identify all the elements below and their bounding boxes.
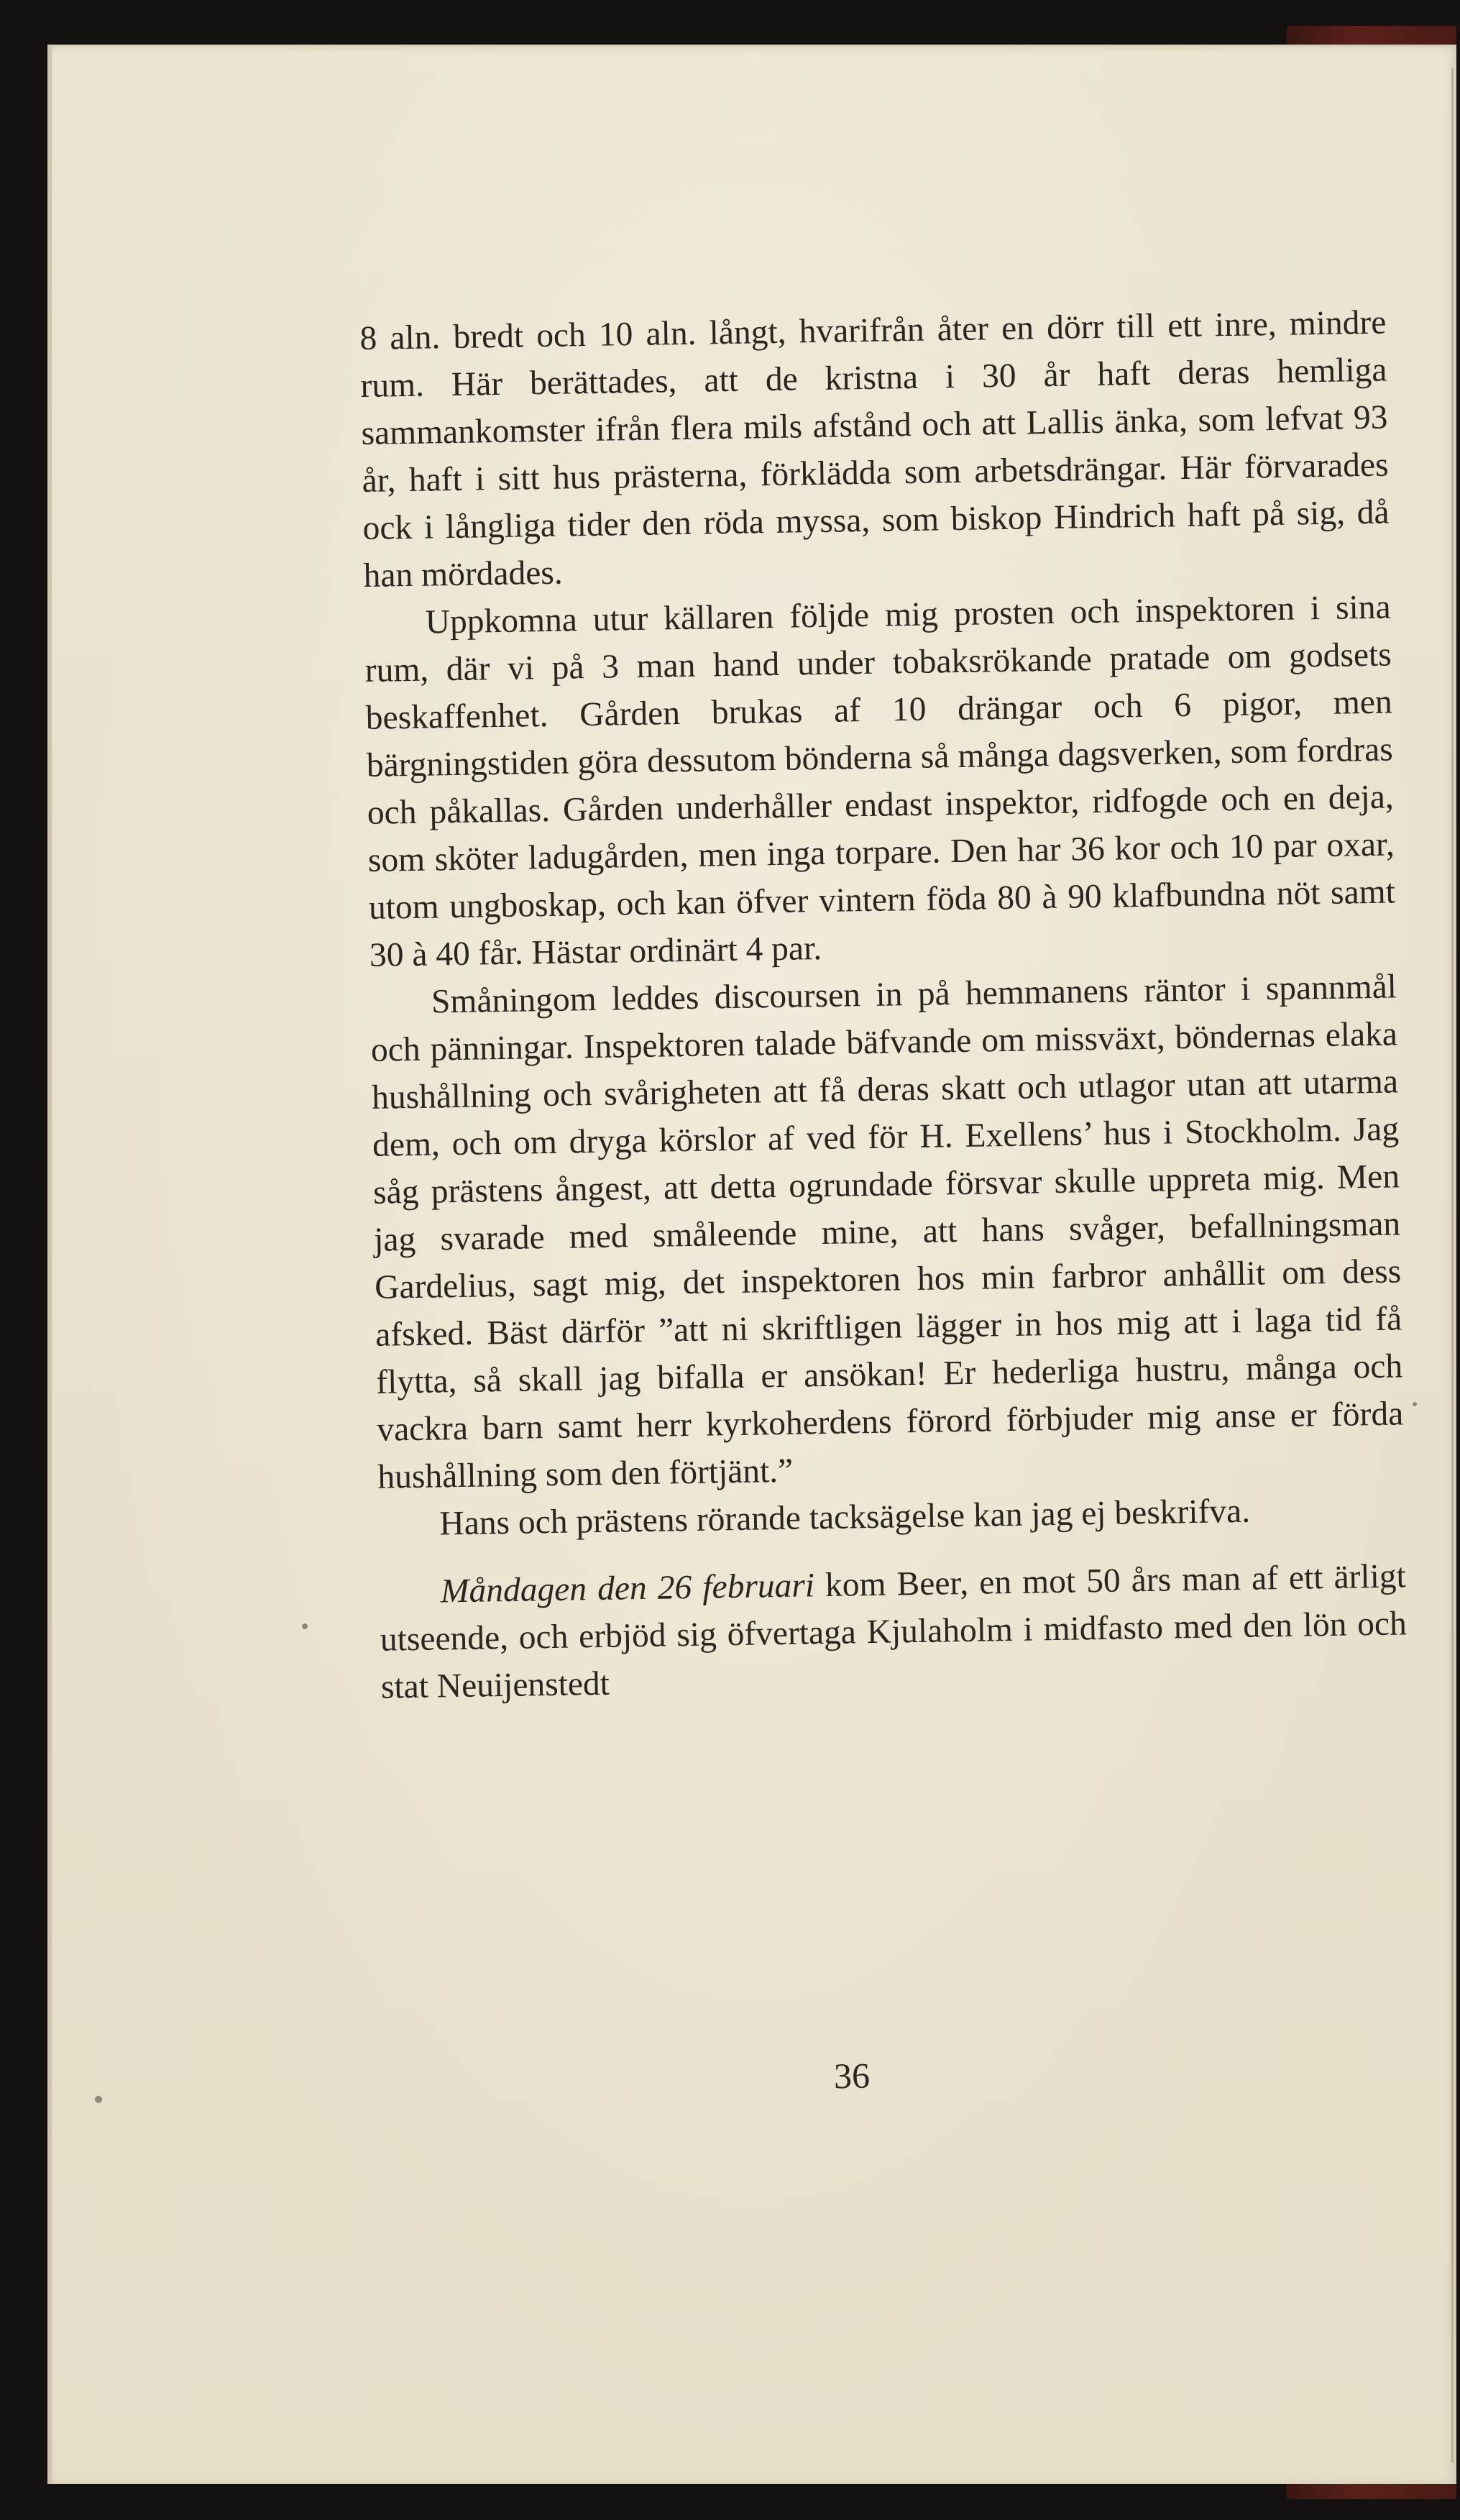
paper-speck [95, 2096, 102, 2103]
paragraph-4: Hans och prästens rörande tacksägelse kan jag ej beskrifva. [439, 1492, 1251, 1543]
page-number: 36 [833, 2055, 871, 2097]
paper-speck [1413, 1402, 1417, 1406]
paragraph-5 [379, 1552, 1408, 1710]
body-text [359, 299, 1408, 1711]
paragraph-2: Uppkomna utur källaren följde mig prosten och inspektoren i sina rum, där vi på 3 man hand under tobaksrökande pratade om godsets beskaffenhet. Gården brukas af 10 drängar och 6 pigor, men bärgningstiden göra dessutom bönderna så många dagsverken, som fordras och påkallas. Gården underhåller endast inspektor, ridfogde och en deja, som sköter ladugården, men inga torpare. Den har 36 kor och 10 par oxar, utom ungboskap, och kan öfver vintern föda 80 à 90 klafbundna nöt samt 30 à 40 får. Hästar ordinärt 4 par. [364, 588, 1396, 974]
paragraph-1: 8 aln. bredt och 10 aln. långt, hvarifrån åter en dörr till ett inre, mindre rum. Här berättades, att de kristna i 30 år haft deras hemliga sammankomster ifrån flera mils afstånd och att Lallis änka, som lefvat 93 år, haft i sitt hus prästerna, förklädda som arbetsdrängar. Här förvarades ock i långliga tider den röda myssa, som biskop Hindrich haft på sig, då han mördades. [359, 303, 1390, 595]
paper-speck [302, 1623, 308, 1629]
paragraph-5-text: kom Beer, en mot 50 års man af ett ärligt utseende, och erbjöd sig öfvertaga Kjulaholm i midfasto med den lön och stat Neuijenstedt [380, 1557, 1408, 1706]
diary-date: Måndagen den 26 februari [440, 1567, 815, 1610]
page-edge-line [1451, 68, 1454, 2462]
paragraph-3: Småningom leddes discoursen in på hemmanens räntor i spannmål och pänningar. Inspektoren talade bäfvande om missväxt, böndernas elaka hushållning och svårigheten att få deras skatt och utlagor utan att utarma dem, och om dryga körslor af ved för H. Exellens’ hus i Stockholm. Jag såg prästens ångest, att detta ogrundade försvar skulle uppreta mig. Men jag svarade med småleende mine, att hans svåger, befallningsman Gardelius, sagt mig, det inspektoren hos min farbror anhållit om dess afsked. Bäst därför ”att ni skriftligen lägger in hos mig att i laga tid få flytta, så skall jag bifalla er ansökan! Er hederliga hustru, många och vackra barn samt herr kyrkoherdens förord förbjuder mig anse er förda hushållning som den förtjänt.” [370, 968, 1404, 1496]
